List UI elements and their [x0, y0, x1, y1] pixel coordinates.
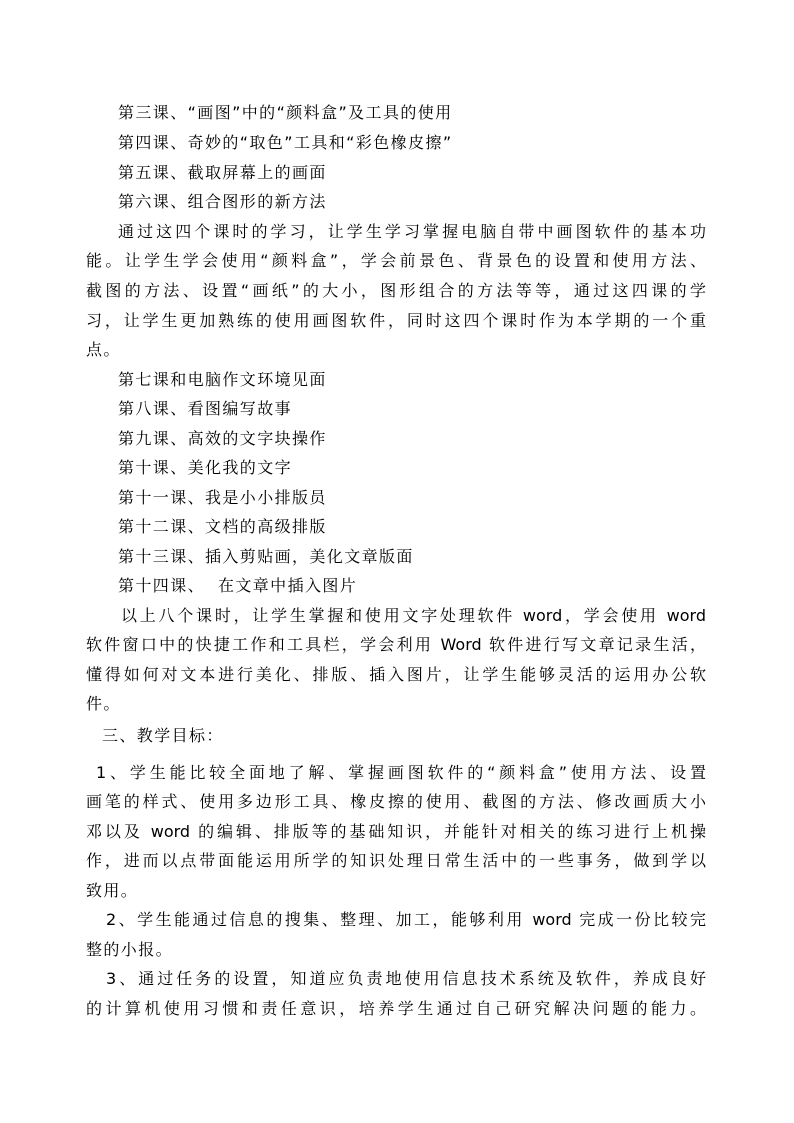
- goal-line: 的计算机使用习惯和责任意识，培养学生通过自己研究解决问题的能力。: [86, 999, 706, 1018]
- goal-line: 画笔的样式、使用多边形工具、橡皮擦的使用、截图的方法、修改画质大小: [86, 792, 706, 811]
- paragraph-line: 软件窗口中的快捷工作和工具栏，学会利用 Word 软件进行写文章记录生活，: [86, 635, 706, 654]
- lesson-line: 第八课、看图编写故事: [118, 399, 293, 418]
- lesson-line: 第十四课、 在文章中插入图片: [118, 576, 358, 595]
- goal-line: 1、学生能比较全面地了解、掌握画图软件的“颜料盒”使用方法、设置: [96, 763, 706, 782]
- paragraph-line: 能。让学生学会使用“颜料盒”，学会前景色、背景色的设置和使用方法、: [86, 251, 706, 270]
- goal-line: 致用。: [86, 881, 139, 900]
- paragraph-line: 以上八个课时，让学生掌握和使用文字处理软件 word，学会使用 word: [121, 606, 706, 625]
- lesson-line: 第五课、截取屏幕上的画面: [118, 163, 327, 182]
- paragraph-line: 点。: [86, 340, 121, 359]
- paragraph-line: 习，让学生更加熟练的使用画图软件，同时这四个课时作为本学期的一个重: [86, 311, 706, 330]
- goal-line: 邓以及 word 的编辑、排版等的基础知识，并能针对相关的练习进行上机操: [86, 822, 706, 841]
- lesson-line: 第七课和电脑作文环境见面: [118, 370, 327, 389]
- paragraph-line: 通过这四个课时的学习，让学生学习掌握电脑自带中画图软件的基本功: [118, 222, 706, 241]
- goal-line: 作，进而以点带面能运用所学的知识处理日常生活中的一些事务，做到学以: [86, 851, 706, 870]
- section-heading: 三、教学目标：: [102, 726, 224, 745]
- paragraph-line: 懂得如何对文本进行美化、排版、插入图片，让学生能够灵活的运用办公软: [86, 665, 706, 684]
- lesson-line: 第十二课、文档的高级排版: [118, 517, 327, 536]
- lesson-line: 第十三课、插入剪贴画，美化文章版面: [118, 547, 414, 566]
- lesson-line: 第十一课、我是小小排版员: [118, 488, 327, 507]
- paragraph-line: 件。: [86, 694, 121, 713]
- goal-line: 整的小报。: [86, 940, 174, 959]
- paragraph-line: 截图的方法、设置“画纸”的大小，图形组合的方法等等，通过这四课的学: [86, 281, 706, 300]
- lesson-line: 第三课、“画图”中的“颜料盒”及工具的使用: [118, 103, 453, 122]
- goal-line: 2、学生能通过信息的搜集、整理、加工，能够利用 word 完成一份比较完: [106, 910, 706, 929]
- goal-line: 3、通过任务的设置，知道应负责地使用信息技术系统及软件，养成良好: [106, 969, 706, 988]
- lesson-line: 第六课、组合图形的新方法: [118, 192, 327, 211]
- lesson-line: 第四课、奇妙的“取色”工具和“彩色橡皮擦”: [118, 133, 453, 152]
- lesson-line: 第九课、高效的文字块操作: [118, 429, 327, 448]
- lesson-line: 第十课、美化我的文字: [118, 458, 293, 477]
